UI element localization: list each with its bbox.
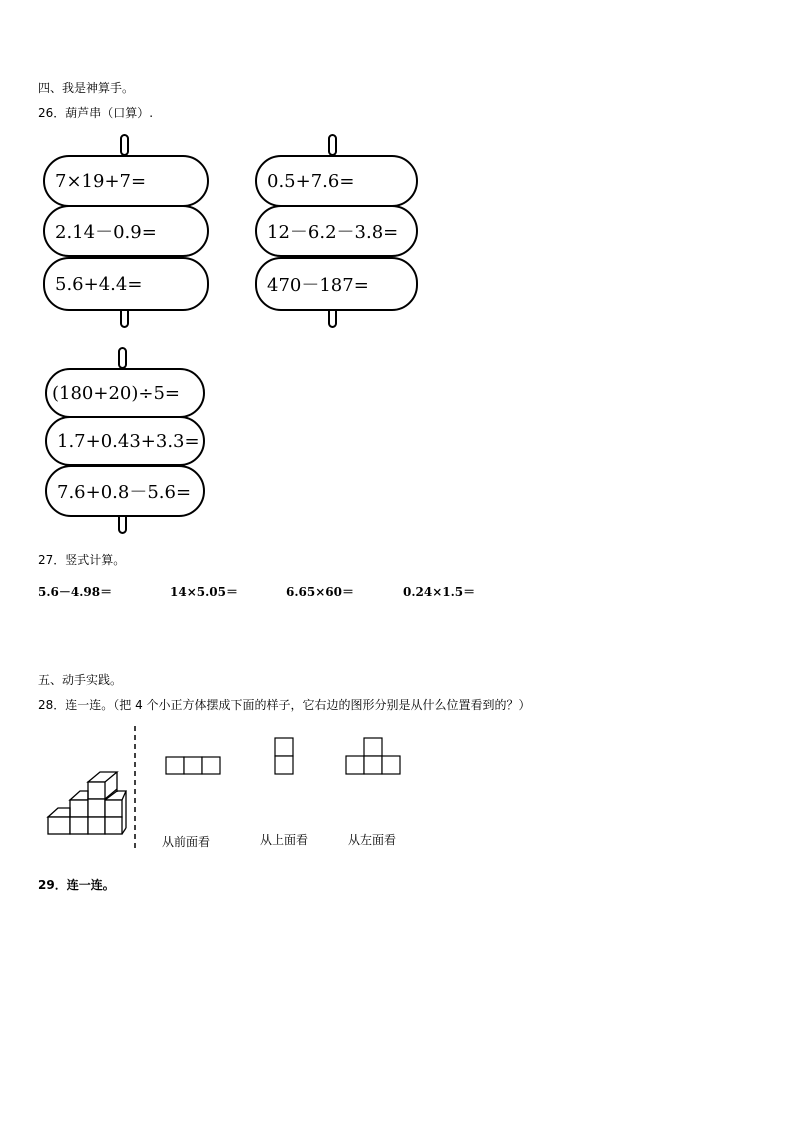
gourd-expression: 470－187= — [255, 257, 418, 311]
cube-stack-figure — [40, 770, 130, 836]
gourd-expression: 7.6+0.8－5.6= — [45, 465, 205, 517]
gourd-expression: 0.5+7.6= — [255, 155, 418, 207]
gourd-stick-top — [118, 347, 127, 369]
gourd-expression: 2.14－0.9= — [43, 205, 209, 257]
gourd-stick-top — [328, 134, 337, 156]
vertical-calc-problem: 5.6－4.98＝ — [38, 585, 113, 599]
question-28-title: 28．连一连。（把 4 个小正方体摆成下面的样子，它右边的图形分别是从什么位置看到的？） — [38, 698, 531, 712]
view-caption-top: 从上面看 — [260, 833, 309, 847]
view-figure-row-of-three — [165, 756, 223, 776]
vertical-calc-problem: 6.65×60＝ — [286, 585, 354, 599]
vertical-calc-problem: 14×5.05＝ — [170, 585, 238, 599]
section-five-title: 五、动手实践。 — [38, 673, 123, 687]
gourd-expression: 7×19+7= — [43, 155, 209, 207]
view-caption-left: 从左面看 — [348, 833, 397, 847]
question-27-title: 27．竖式计算。 — [38, 553, 126, 567]
view-figure-t-shape — [345, 737, 403, 777]
question-29-title: 29．连一连。 — [38, 878, 115, 892]
vertical-calc-problem: 0.24×1.5＝ — [403, 585, 476, 599]
gourd-expression: 1.7+0.43+3.3= — [45, 416, 205, 466]
dashed-divider — [133, 726, 137, 848]
view-caption-front: 从前面看 — [162, 835, 211, 849]
question-26-title: 26．葫芦串（口算）. — [38, 106, 154, 120]
view-figure-column-of-two — [274, 737, 296, 777]
gourd-stick-top — [120, 134, 129, 156]
gourd-expression: 5.6+4.4= — [43, 257, 209, 311]
gourd-expression: 12－6.2－3.8= — [255, 205, 418, 257]
gourd-expression: (180+20)÷5= — [45, 368, 205, 418]
section-four-title: 四、我是神算手。 — [38, 81, 135, 95]
